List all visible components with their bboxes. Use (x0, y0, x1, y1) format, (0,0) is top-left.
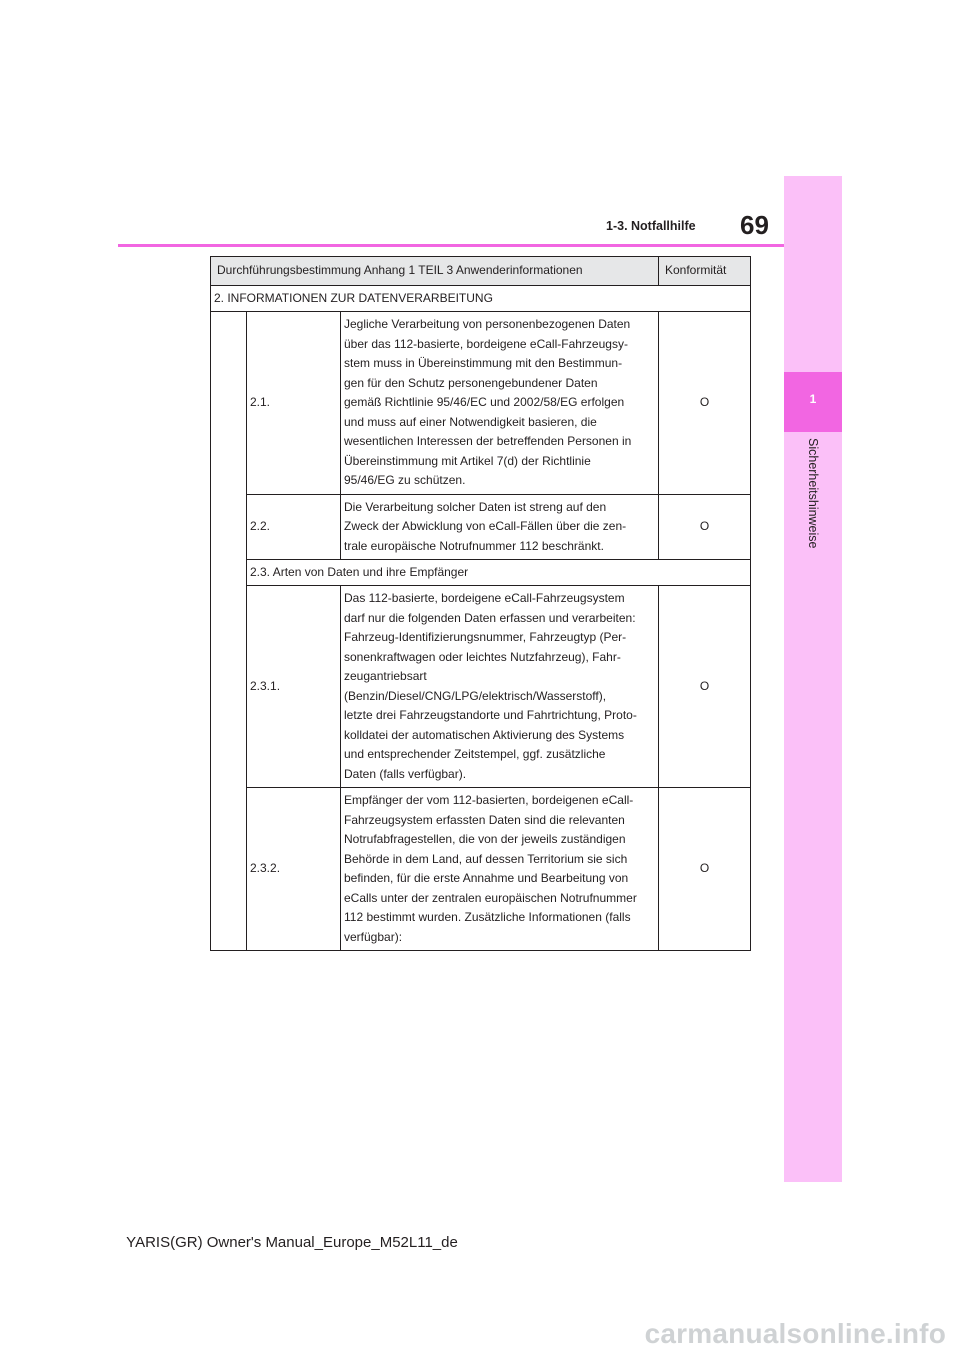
table-row (211, 494, 751, 560)
conformity-value: O (659, 494, 751, 560)
conformity-value: O (659, 312, 751, 495)
section-title: 1-3. Notfallhilfe (606, 219, 696, 233)
header-divider (118, 244, 784, 247)
section-heading: 2. INFORMATIONEN ZUR DATENVERARBEITUNG (211, 286, 751, 312)
item-text: Das 112-basierte, bordeigene eCall-Fahrzeugsystem darf nur die folgenden Daten erfassen und verarbeiten: Fahrzeug-Identifizierungsnummer, Fahrzeugtyp (Per- sonenkraftwagen oder leichtes Nutzfahrzeug), Fahr- zeugantriebsart (Benzin/Diesel/CNG/LPG/elektrisch/Wasserstoff), letzte drei Fahrzeugstandorte und Fahrtrichtung, Proto- kolldatei der automatischen Aktivierung des Systems und entsprechender Zeitstempel, ggf. zusätzliche Daten (falls verfügbar). (341, 586, 659, 788)
watermark: carmanualsonline.info (644, 1318, 946, 1349)
table-row (211, 788, 751, 951)
section-title-row (211, 286, 751, 312)
chapter-number: 1 (809, 392, 817, 406)
subsection-title-row (211, 560, 751, 586)
subsection-heading: 2.3. Arten von Daten und ihre Empfänger (247, 560, 751, 586)
item-number: 2.1. (247, 312, 341, 495)
item-text: Empfänger der vom 112-basierten, bordeigenen eCall- Fahrzeugsystem erfassten Daten sind die relevanten Notrufabfragestellen, die von der jeweils zuständigen Behörde in dem Land, auf dessen Territorium sie sich befinden, für die erste Annahme und Bearbeitung von eCalls unter der zentralen europäischen Notrufnummer 112 bestimmt wurden. Zusätzliche Informationen (falls verfügbar): (341, 788, 659, 951)
table-header-row (211, 257, 751, 286)
table-row (211, 312, 751, 495)
item-text: Jegliche Verarbeitung von personenbezogenen Daten über das 112-basierte, bordeigene eCall-Fahrzeugsy- stem muss in Übereinstimmung mit den Bestimmun- gen für den Schutz personengebundener Daten gemäß Richtlinie 95/46/EC und 2002/58/EG erfolgen und muss auf einer Notwendigkeit basieren, die wesentlichen Interessen der betreffenden Personen in Übereinstimmung mit Artikel 7(d) der Richtlinie 95/46/EG zu schützen. (341, 312, 659, 495)
requirements-table (210, 256, 751, 951)
conformity-value: O (659, 586, 751, 788)
manual-name: YARIS(GR) Owner's Manual_Europe_M52L11_de (126, 1234, 458, 1251)
item-number: 2.2. (247, 494, 341, 560)
requirement-column-header: Durchführungsbestimmung Anhang 1 TEIL 3 Anwenderinformationen (211, 257, 659, 286)
indent-cell (211, 312, 247, 951)
chapter-side-tab (784, 176, 842, 1182)
item-number: 2.3.1. (247, 586, 341, 788)
item-number: 2.3.2. (247, 788, 341, 951)
item-text: Die Verarbeitung solcher Daten ist streng auf den Zweck der Abwicklung von eCall-Fällen über die zen- trale europäische Notrufnummer 112 beschränkt. (341, 494, 659, 560)
conformity-value: O (659, 788, 751, 951)
table-row (211, 586, 751, 788)
page-number: 69 (740, 210, 769, 240)
manual-footer (0, 1234, 960, 1251)
chapter-title: Sicherheitshinweise (806, 438, 820, 549)
conformity-column-header: Konformität (659, 257, 751, 286)
